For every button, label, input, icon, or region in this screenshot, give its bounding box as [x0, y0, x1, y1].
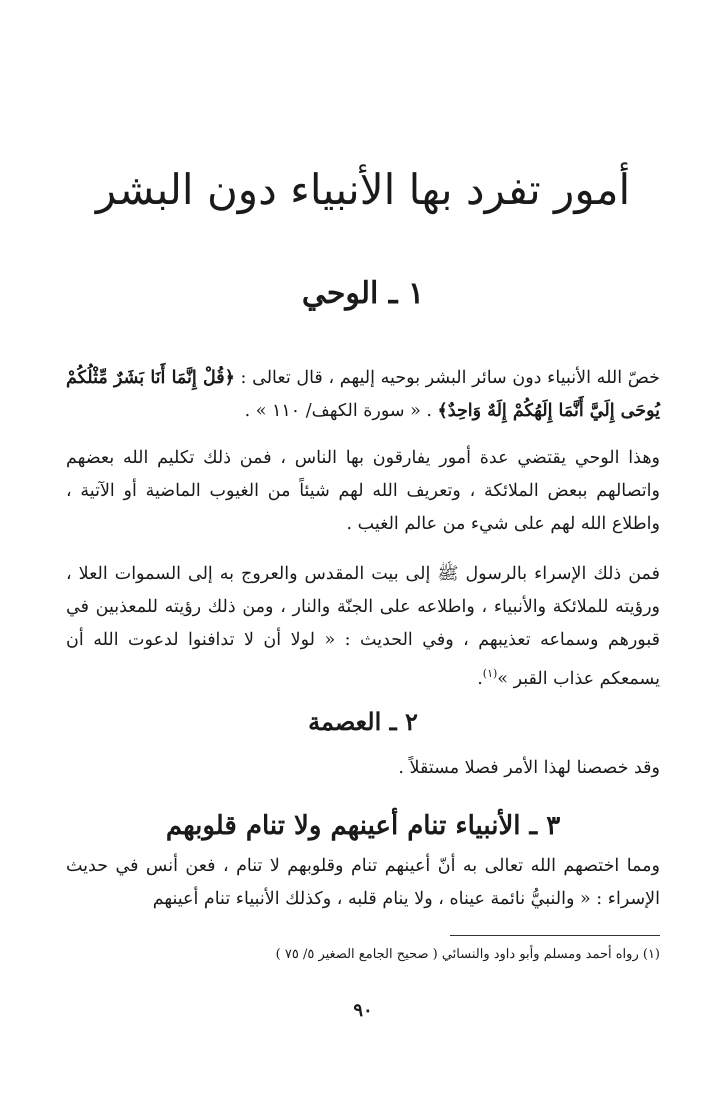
page-number: ٩٠	[353, 1000, 373, 1021]
paragraph-text: خصّ الله الأنبياء دون سائر البشر بوحيه إليهم ، قال تعالى :	[234, 368, 660, 388]
paragraph-end: .	[477, 668, 483, 689]
paragraph-revelation-effects: وهذا الوحي يقتضي عدة أمور يفارقون بها الناس ، فمن ذلك تكليم الله بعضهم واتصالهم ببعض الملائكة ، وتعريف الله لهم شيئاً من الغيوب الماضية أو الآتية ، واطلاع الله لهم على شيء من عالم الغيب .	[66, 448, 660, 534]
paragraph-isra	[66, 558, 660, 696]
section-heading-infallibility: ٢ ـ العصمة	[308, 707, 418, 736]
footnote-divider	[450, 935, 660, 936]
paragraph-infallibility: وقد خصصنا لهذا الأمر فصلا مستقلاً .	[398, 758, 660, 778]
footnote: (١) رواه أحمد ومسلم وأبو داود والنسائي ( صحيح الجامع الصغير ٥/ ٧٥ )	[275, 947, 660, 962]
paragraph-revelation-intro	[66, 362, 660, 428]
chapter-title: أمور تفرد بها الأنبياء دون البشر	[95, 165, 631, 214]
footnote-marker: (١)	[482, 667, 498, 680]
quran-verse: ﴿قُلْ إِنَّمَا أَنَا بَشَرٌ مِّثْلُكُمْ يُوحَى إِلَيَّ أَنَّمَا إِلَهُكُمْ إِلَهٌ وَاحِدٌ﴾	[66, 368, 660, 421]
section-heading-revelation: ١ ـ الوحي	[301, 276, 425, 311]
paragraph-text: فمن ذلك الإسراء بالرسول ﷺ إلى بيت المقدس والعروج به إلى السموات العلا ، ورؤيته للملائكة والأنبياء ، واطلاعه على الجنّة والنار ، ومن ذلك رؤيته للمعذبين في قبورهم وسماعه تعذيبهم ، وفي الحديث : « لولا أن لا تدافنوا لدعوت الله أن يسمعكم عذاب القبر »	[66, 564, 660, 689]
section-heading-sleep: ٣ ـ الأنبياء تنام أعينهم ولا تنام قلوبهم	[165, 811, 561, 841]
verse-reference: . « سورة الكهف/ ١١٠ » .	[244, 401, 438, 421]
paragraph-sleep: ومما اختصهم الله تعالى به أنّ أعينهم تنام وقلوبهم لا تنام ، فعن أنس في حديث الإسراء : « والنبيُّ نائمة عيناه ، ولا ينام قلبه ، وكذلك الأنبياء تنام أعينهم	[66, 856, 660, 909]
